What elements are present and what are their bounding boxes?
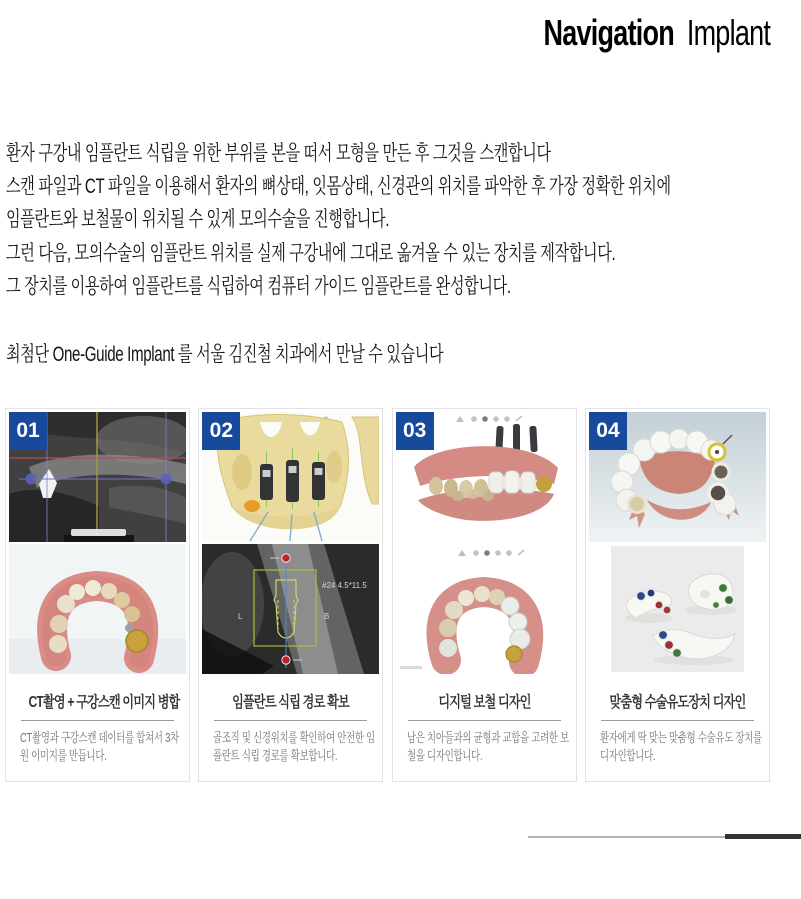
step-number-badge: 02 xyxy=(202,412,240,450)
step-number-badge: 01 xyxy=(9,412,47,450)
footer-accent-bar xyxy=(725,834,801,839)
step-description: 남은 치아들과의 균형과 교합을 고려한 보철을 디자인합니다. xyxy=(406,730,569,763)
step-description: 환자에게 딱 맞는 맞춤형 수술유도 장치를 디자인합니다. xyxy=(599,730,762,763)
step-number-badge: 03 xyxy=(396,412,434,450)
step-number-badge: 04 xyxy=(589,412,627,450)
intro-paragraph xyxy=(6,137,769,303)
intro-line: 스캔 파일과 CT 파일을 이용해서 환자의 뼈상태, 잇몸상태, 신경관의 위치를 파악한 후 가장 정확한 위치에 xyxy=(6,175,671,199)
closing-line: 최첨단 One-Guide Implant 를 서울 김진철 치과에서 만날 수 있습니다 xyxy=(6,343,444,366)
xray-implant-size-label: #24 4.5*11.5 xyxy=(322,581,368,590)
intro-line: 환자 구강내 임플란트 식립을 위한 부위를 본을 떠서 모형을 만든 후 그것을 스캔합니다 xyxy=(6,142,551,165)
xray-lingual-label: L xyxy=(238,612,243,621)
step-title: 임플란트 식립 경로 확보 xyxy=(232,694,350,711)
page-title xyxy=(543,12,770,54)
intro-line: 그런 다음, 모의수술의 임플란트 위치를 실제 구강내에 그대로 옮겨올 수 있는 장치를 제작합니다. xyxy=(6,241,616,265)
implant-xray-image xyxy=(202,544,379,674)
oral-scan-arch-image xyxy=(9,544,186,674)
step-card-1 xyxy=(5,408,190,782)
surgical-guides-image xyxy=(589,544,766,674)
footer-rule xyxy=(528,836,725,838)
step-description: 골조직 및 신경위치를 확인하여 안전한 임플란트 식립 경로를 확보합니다. xyxy=(213,730,376,763)
prosthesis-arch-view-image xyxy=(396,544,573,674)
step-card-3 xyxy=(392,408,577,782)
step-title: 맞춤형 수술유도장치 디자인 xyxy=(609,694,746,711)
step-divider xyxy=(408,720,561,721)
step-divider xyxy=(214,720,367,721)
step-title: CT촬영 + 구강스캔 이미지 병합 xyxy=(28,694,180,711)
step-card-2 xyxy=(198,408,383,782)
step-title: 디지털 보철 디자인 xyxy=(437,694,531,711)
process-steps xyxy=(5,408,770,782)
page-title-navigation: Navigation xyxy=(543,12,674,53)
intro-line: 임플란트와 보철물이 위치될 수 있게 모의수술을 진행합니다. xyxy=(6,208,390,232)
step-card-4 xyxy=(585,408,770,782)
step-divider xyxy=(601,720,754,721)
step-divider xyxy=(21,720,174,721)
xray-buccal-label: B xyxy=(324,612,330,621)
step-description: CT촬영과 구강스캔 데이터를 합쳐서 3차원 이미지를 만듭니다. xyxy=(20,730,179,763)
page-title-implant: Implant xyxy=(686,12,770,53)
intro-line: 그 장치를 이용하여 임플란트를 식립하여 컴퓨터 가이드 임플란트를 완성합니다. xyxy=(6,274,511,298)
